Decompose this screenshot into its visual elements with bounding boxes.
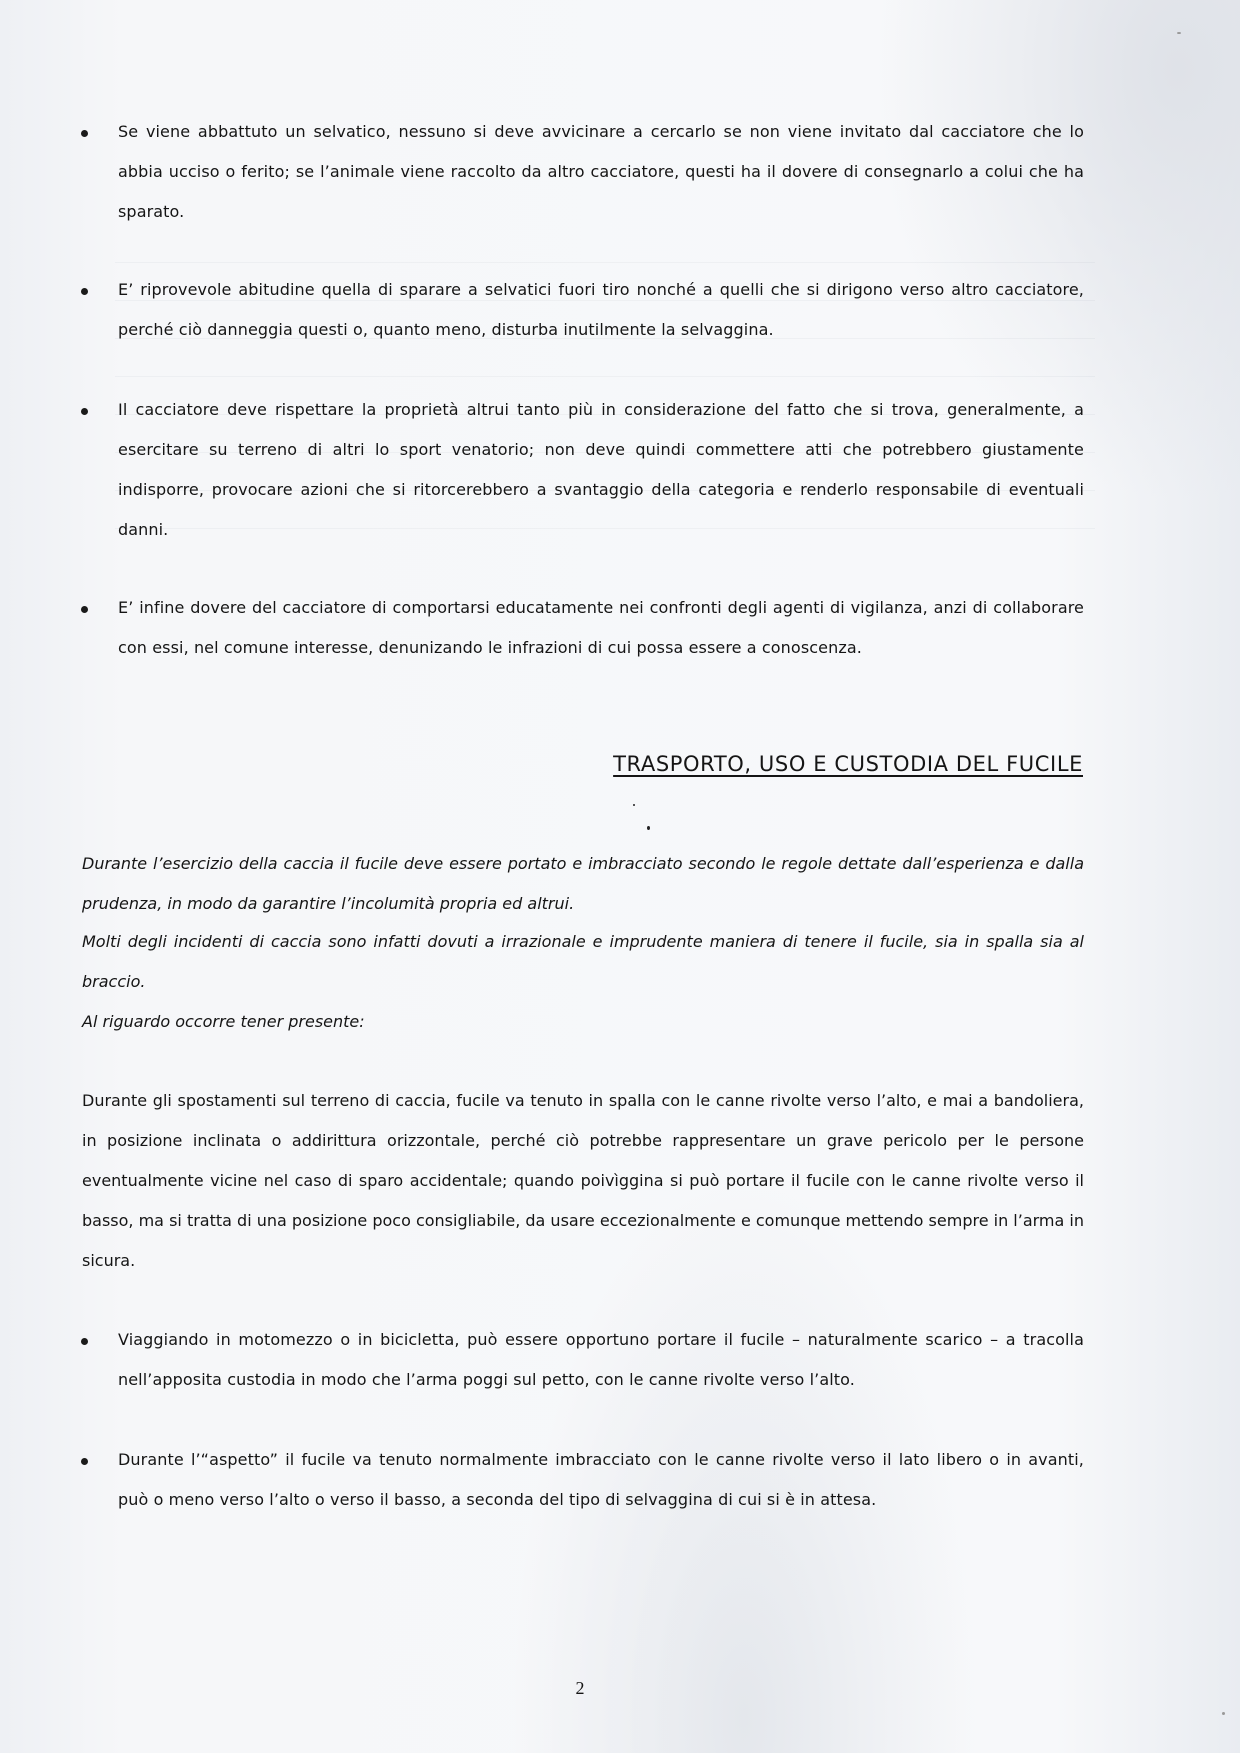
bullet-item [118,1320,1084,1400]
intro-paragraph: Durante l’esercizio della caccia il fucile deve essere portato e imbracciato secondo le regole dettate dall’esperienza e dalla prudenza, in modo da garantire l’incolumità propria ed altrui. [82,854,1084,913]
bullet-dot-icon [81,288,88,295]
bullet-dot-icon [81,1458,88,1465]
bullet-dot-icon [81,130,88,137]
scan-speck [1177,32,1181,34]
bullet-text: Se viene abbattuto un selvatico, nessuno si deve avvicinare a cercarlo se non viene invitato dal cacciatore che lo abbia ucciso o ferito; se l’animale viene raccolto da altro cacciatore, questi ha il dovere di consegnarlo a colui che ha sparato. [118,122,1084,221]
bullet-item [118,588,1084,668]
section-heading: TRASPORTO, USO E CUSTODIA DEL FUCILE [613,752,1083,776]
scan-speck [633,804,635,806]
intro-paragraph: Al riguardo occorre tener presente: [82,1012,365,1031]
bullet-text: Viaggiando in motomezzo o in bicicletta, può essere opportuno portare il fucile – naturalmente scarico – a tracolla nell’apposita custodia in modo che l’arma poggi sul petto, con le canne rivolte verso l’alto. [118,1330,1084,1389]
bullet-item [118,1440,1084,1520]
bullet-dot-icon [81,606,88,613]
scan-speck [647,826,650,830]
bullet-text: Il cacciatore deve rispettare la proprietà altrui tanto più in considerazione del fatto che si trova, generalmente, a esercitare su terreno di altri lo sport venatorio; non deve quindi commettere atti che potrebbero giustamente indisporre, provocare azioni che si ritorcerebbero a svantaggio della categoria e renderlo responsabile di eventuali danni. [118,400,1084,539]
bullet-dot-icon [81,1338,88,1345]
bullet-text: E’ riprovevole abitudine quella di sparare a selvatici fuori tiro nonché a quelli che si dirigono verso altro cacciatore, perché ciò danneggia questi o, quanto meno, disturba inutilmente la selvaggina. [118,280,1084,339]
bullet-text: Durante l’“aspetto” il fucile va tenuto normalmente imbracciato con le canne rivolte verso il lato libero o in avanti, può o meno verso l’alto o verso il basso, a seconda del tipo di selvaggina di cui si è in attesa. [118,1450,1084,1509]
bullet-item [118,270,1084,350]
bullet-dot-icon [81,408,88,415]
intro-paragraph: Molti degli incidenti di caccia sono infatti dovuti a irrazionale e imprudente maniera di tenere il fucile, sia in spalla sia al braccio. [82,932,1084,991]
bullet-item [118,112,1084,232]
bullet-text: E’ infine dovere del cacciatore di comportarsi educatamente nei confronti degli agenti di vigilanza, anzi di collaborare con essi, nel comune interesse, denunizando le infrazioni di cui possa essere a conoscenza. [118,598,1084,657]
body-paragraph: Durante gli spostamenti sul terreno di caccia, fucile va tenuto in spalla con le canne rivolte verso l’alto, e mai a bandoliera, in posizione inclinata o addirittura orizzontale, perché ciò potrebbe rappresentare un grave pericolo per le persone eventualmente vicine nel caso di sparo accidentale; quando poivìggina si può portare il fucile con le canne rivolte verso il basso, ma si tratta di una posizione poco consigliabile, da usare eccezionalmente e comunque mettendo sempre in l’arma in sicura. [82,1091,1084,1270]
page-number: 2 [575,1678,585,1698]
bullet-item [118,390,1084,550]
scan-speck [1222,1712,1225,1715]
